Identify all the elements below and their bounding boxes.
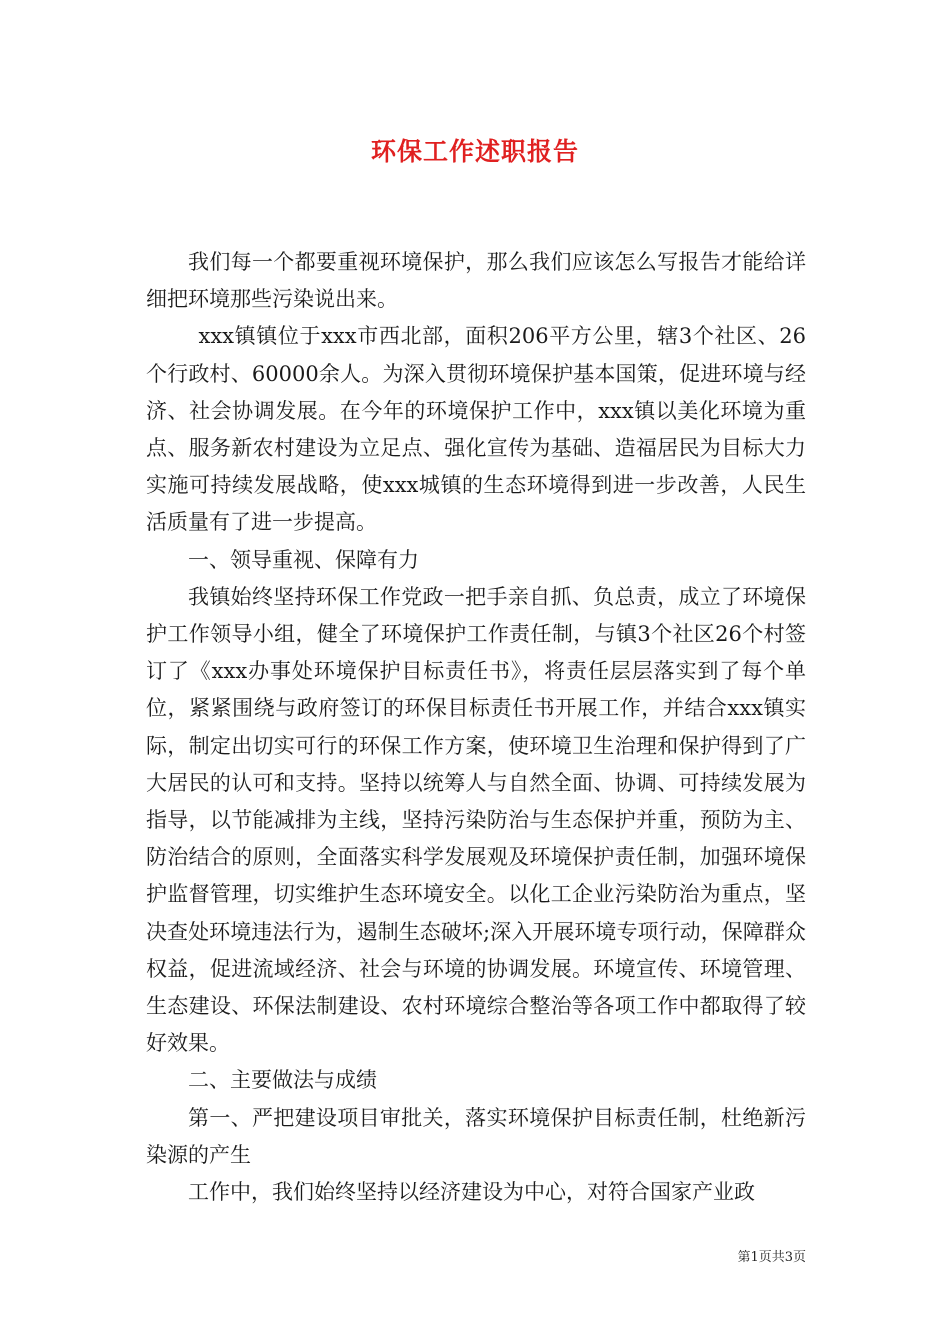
document-title: 环保工作述职报告: [370, 137, 579, 166]
section-heading-1: 一、领导重视、保障有力: [188, 547, 419, 572]
page-number: 第1页共3页: [737, 1250, 806, 1265]
paragraph-intro: 我们每一个都要重视环境保护，那么我们应该怎么写报告才能给详细把环境那些污染说出来。: [146, 250, 806, 312]
section-heading-2: 二、主要做法与成绩: [188, 1068, 377, 1093]
paragraph-overview: xxx镇镇位于xxx市西北部，面积206平方公里，辖3个社区、26个行政村、60000余人。为深入贯彻环境保护基本国策，促进环境与经济、社会协调发展。在今年的环境保护工作中，xxx镇以美化环境为重点、服务新农村建设为立足点、强化宣传为基础、造福居民为目标大力实施可持续发展战略，使xxx城镇的生态环境得到进一步改善，人民生活质量有了进一步提高。: [146, 324, 806, 535]
paragraph-section-2: 工作中，我们始终坚持以经济建设为中心，对符合国家产业政: [188, 1180, 755, 1205]
document-body: [146, 244, 806, 1211]
paragraph-subheading-1: 第一、严把建设项目审批关，落实环境保护目标责任制，杜绝新污染源的产生: [146, 1105, 806, 1167]
paragraph-section-1: 我镇始终坚持环保工作党政一把手亲自抓、负总责，成立了环境保护工作领导小组，健全了环境保护工作责任制，与镇3个社区26个村签订了《xxx办事处环境保护目标责任书》，将责任层层落实到了每个单位，紧紧围绕与政府签订的环保目标责任书开展工作，并结合xxx镇实际，制定出切实可行的环保工作方案，使环境卫生治理和保护得到了广大居民的认可和支持。坚持以统筹人与自然全面、协调、可持续发展为指导，以节能减排为主线，坚持污染防治与生态保护并重，预防为主、防治结合的原则，全面落实科学发展观及环境保护责任制，加强环境保护监督管理，切实维护生态环境安全。以化工企业污染防治为重点，坚决查处环境违法行为，遏制生态破坏;深入开展环境专项行动，保障群众权益，促进流域经济、社会与环境的协调发展。环境宣传、环境管理、生态建设、环保法制建设、农村环境综合整治等各项工作中都取得了较好效果。: [146, 584, 806, 1056]
